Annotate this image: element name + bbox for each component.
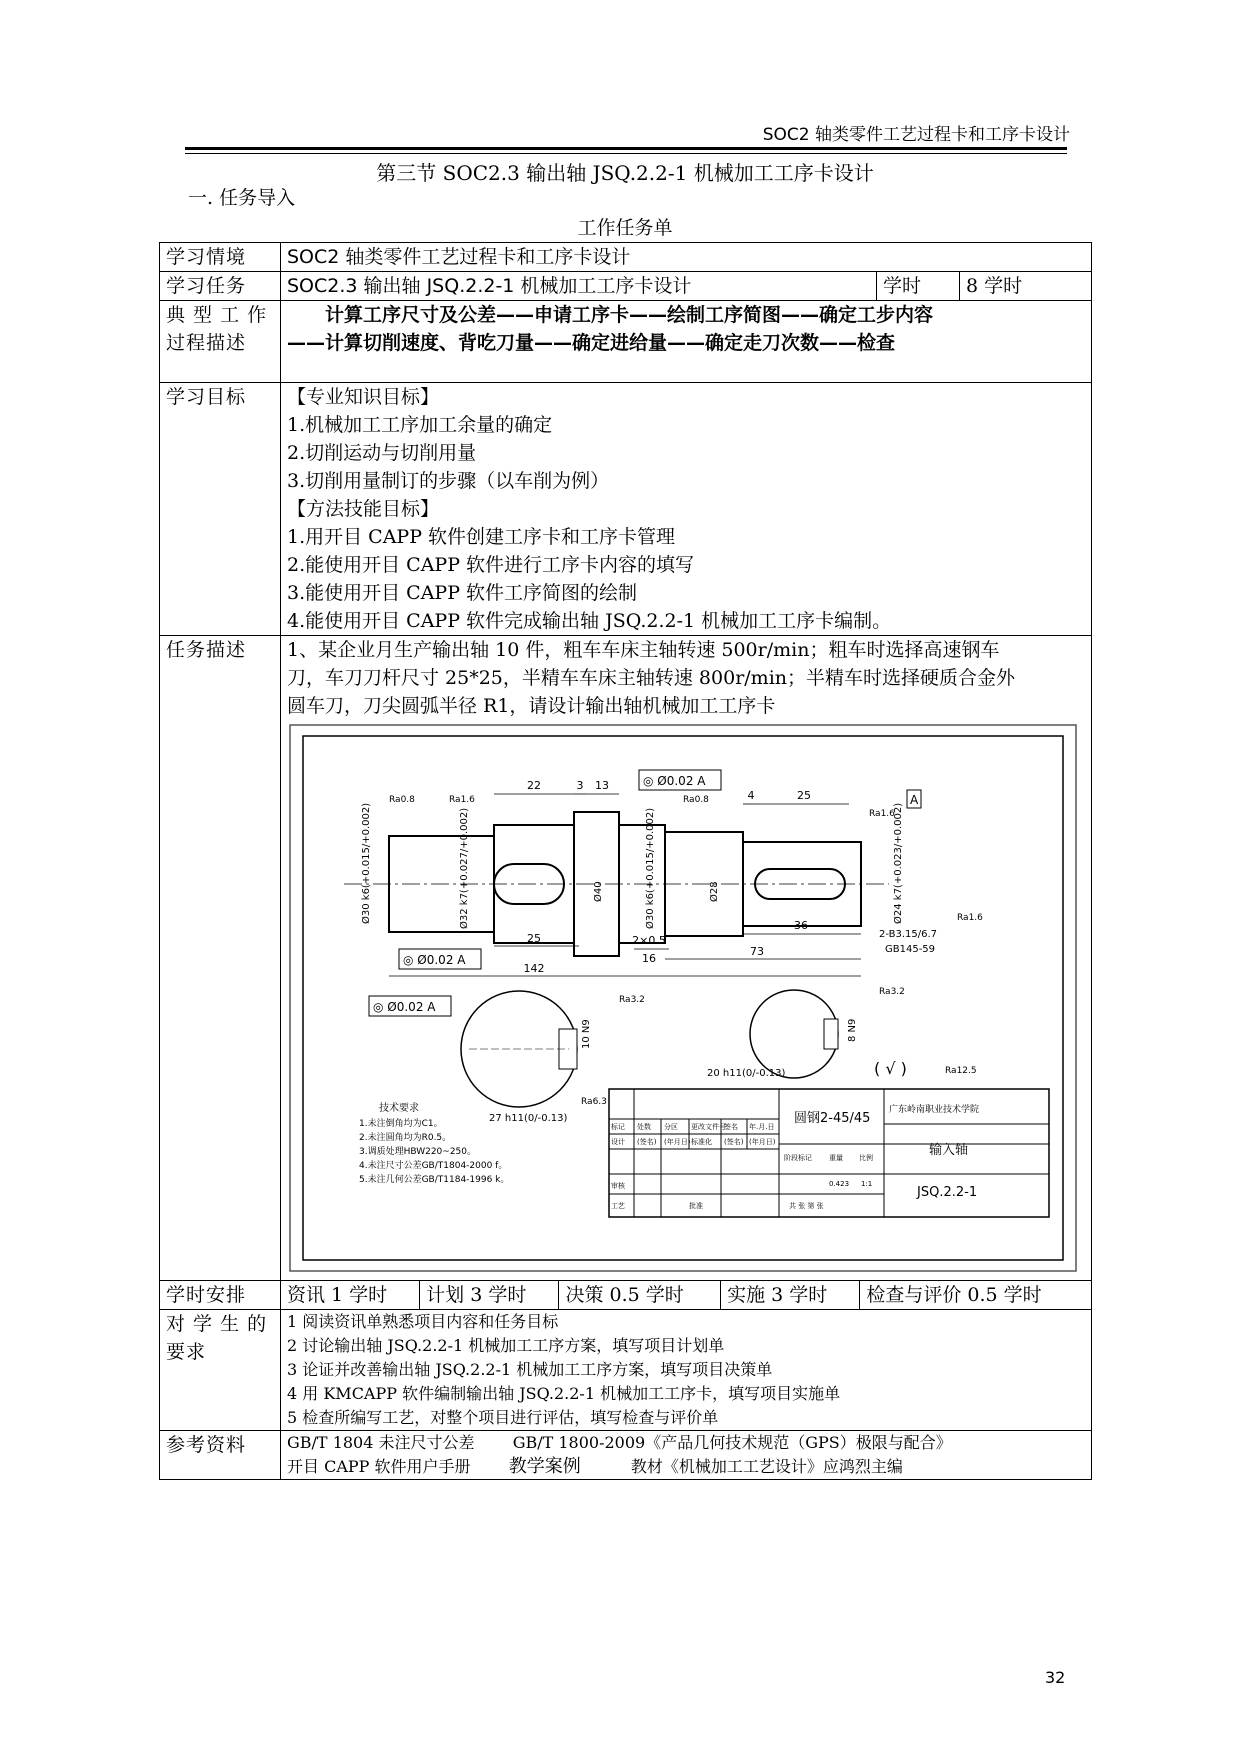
- schedule-item: 检查与评价 0.5 学时: [866, 1284, 1042, 1306]
- value-schedule: [281, 1281, 1092, 1310]
- value-goals: [281, 383, 1092, 636]
- roughness-ra32: Ra3.2: [879, 987, 905, 997]
- goal-item: 【方法技能目标】: [287, 498, 440, 520]
- label-references: 参考资料: [160, 1431, 281, 1480]
- row-process: [160, 301, 1092, 383]
- label-requirements-line1: 对 学 生 的: [166, 1313, 268, 1335]
- dim-73: 73: [750, 945, 764, 958]
- tb-label: 处数: [637, 1123, 651, 1131]
- process-line1: 计算工序尺寸及公差——申请工序卡——绘制工序简图——确定工步内容: [325, 304, 934, 326]
- dim-dia30a: Ø30 k6(+0.015/+0.002): [361, 802, 372, 924]
- form-title: 工作任务单: [577, 217, 673, 239]
- tb-part-name: 输入轴: [929, 1143, 969, 1158]
- requirement-item: 2 讨论输出轴 JSQ.2.2-1 机械加工工序方案，填写项目计划单: [287, 1336, 725, 1355]
- row-description: [160, 636, 1092, 1281]
- tech-req-item: 5.未注几何公差GB/T1184-1996 k。: [359, 1175, 510, 1185]
- sec1-height: 27 h11(0/-0.13): [489, 1113, 568, 1124]
- datum-a: A: [910, 793, 919, 807]
- tb-process: 工艺: [611, 1202, 625, 1210]
- dim-22: 22: [527, 779, 541, 792]
- section-view-left: [461, 991, 592, 1124]
- running-header: SOC2 轴类零件工艺过程卡和工序卡设计: [762, 125, 1070, 145]
- tb-stage: 阶段标记: [784, 1154, 812, 1162]
- tech-req-item: 4.未注尺寸公差GB/T1804-2000 f。: [359, 1161, 508, 1171]
- requirement-item: 5 检查所编写工艺，对整个项目进行评估，填写检查与评价单: [287, 1408, 719, 1427]
- tech-req-item: 1.未注倒角均为C1。: [359, 1119, 443, 1129]
- dim-13: 13: [595, 779, 609, 792]
- tb-label: 分区: [664, 1123, 678, 1131]
- tb-weight: 重量: [829, 1154, 843, 1162]
- roughness-ra08: Ra0.8: [389, 795, 415, 805]
- schedule-table: [281, 1281, 1091, 1309]
- description-line: 1、某企业月生产输出轴 10 件，粗车车床主轴转速 500r/min；粗车时选择高速钢车: [287, 639, 1000, 661]
- title-block-text: [611, 1122, 873, 1210]
- dim-chamfer: 2×0.5: [632, 934, 666, 947]
- label-requirements: [160, 1310, 281, 1431]
- requirement-item: 3 论证并改善输出轴 JSQ.2.2-1 机械加工工序方案，填写项目决策单: [287, 1360, 773, 1379]
- label-process-line1: 典 型 工 作: [166, 304, 268, 326]
- tb-label: 标准化: [691, 1138, 712, 1146]
- reference-item: GB/T 1804 未注尺寸公差: [287, 1433, 475, 1452]
- dim-25-bottom: 25: [527, 932, 541, 945]
- dim-142: 142: [523, 962, 545, 975]
- value-description: [281, 636, 1092, 1281]
- tb-label: (签名): [637, 1138, 657, 1146]
- row-goals: [160, 383, 1092, 636]
- description-line: 圆车刀，刀尖圆弧半径 R1，请设计输出轴机械加工工序卡: [287, 695, 776, 717]
- goal-item: 1.用开目 CAPP 软件创建工序卡和工序卡管理: [287, 526, 676, 548]
- general-roughness-mark: ( √ ): [874, 1059, 907, 1078]
- dim-dia40: Ø40: [593, 881, 604, 902]
- title-block: [609, 1089, 1049, 1217]
- schedule-item: 资讯 1 学时: [281, 1281, 420, 1309]
- value-references: [281, 1431, 1092, 1480]
- reference-item: 教材《机械加工工艺设计》应鸿烈主编: [630, 1457, 903, 1476]
- value-hours: 8 学时: [960, 272, 1092, 301]
- tb-label: (年月日): [664, 1138, 691, 1146]
- task-sheet-table: [159, 242, 1092, 1480]
- label-description: 任务描述: [160, 636, 281, 1281]
- tol-frame-3: ◎ Ø0.02 A: [373, 1000, 436, 1014]
- tb-review: 审核: [611, 1182, 625, 1190]
- process-line2: ——计算切削速度、背吃刀量——确定进给量——确定走刀次数——检查: [287, 332, 896, 354]
- value-requirements: [281, 1310, 1092, 1431]
- row-situation: [160, 243, 1092, 272]
- roughness-ra16: Ra1.6: [449, 795, 475, 805]
- goal-item: 3.能使用开目 CAPP 软件工序简图的绘制: [287, 582, 638, 604]
- section-view-right: [707, 990, 858, 1079]
- requirement-item: 1 阅读资讯单熟悉项目内容和任务目标: [287, 1312, 559, 1331]
- tb-approve: 批准: [689, 1202, 703, 1210]
- schedule-item: 计划 3 学时: [420, 1281, 559, 1309]
- row-requirements: [160, 1310, 1092, 1431]
- roughness-ra32: Ra3.2: [619, 995, 645, 1005]
- dim-36: 36: [794, 919, 808, 932]
- roughness-ra16: Ra1.6: [869, 809, 895, 819]
- reference-item: GB/T 1800-2009《产品几何技术规范（GPS）极限与配合》: [512, 1433, 952, 1452]
- tb-label: (签名): [724, 1138, 744, 1146]
- row-references: [160, 1431, 1092, 1480]
- header-rule-thin: [185, 153, 1067, 154]
- row-task: [160, 272, 1092, 301]
- dim-3: 3: [576, 779, 584, 792]
- row-schedule: [160, 1281, 1092, 1310]
- tb-label: 签名: [724, 1123, 738, 1131]
- value-task: SOC2.3 输出轴 JSQ.2.2-1 机械加工工序卡设计: [281, 272, 877, 301]
- value-process: [281, 301, 1092, 383]
- reference-line1: [287, 1431, 1085, 1455]
- roughness-ra16: Ra1.6: [957, 913, 983, 923]
- sec1-width: 10 N9: [581, 1019, 592, 1049]
- tb-drawing-no: JSQ.2.2-1: [917, 1185, 978, 1200]
- reference-item: 开目 CAPP 软件用户手册: [287, 1457, 471, 1476]
- tb-weight-val: 0.423: [829, 1180, 850, 1188]
- dim-4: 4: [747, 789, 755, 802]
- tb-label: 年.月.日: [749, 1123, 775, 1131]
- tol-frame-2: ◎ Ø0.02 A: [403, 953, 466, 967]
- goal-item: 4.能使用开目 CAPP 软件完成输出轴 JSQ.2.2-1 机械加工工序卡编制。: [287, 610, 892, 632]
- label-requirements-line2: 要求: [166, 1341, 207, 1363]
- schedule-item: 实施 3 学时: [721, 1281, 860, 1309]
- tech-req-item: 2.未注圆角均为R0.5。: [359, 1133, 452, 1143]
- tol-frame-1: ◎ Ø0.02 A: [643, 774, 706, 788]
- label-goals: 学习目标: [160, 383, 281, 636]
- dim-25-top: 25: [797, 789, 811, 802]
- sec2-width: 8 N9: [847, 1018, 858, 1042]
- dim-16: 16: [642, 952, 656, 965]
- subheading: 一. 任务导入: [188, 187, 296, 209]
- page-number: 32: [1045, 1668, 1066, 1687]
- tb-label: 更改文件号: [691, 1123, 726, 1131]
- goal-item: 2.切削运动与切削用量: [287, 442, 477, 464]
- tb-material: 圆钢2-45/45: [794, 1111, 871, 1126]
- tech-req-title: 技术要求: [379, 1103, 419, 1114]
- label-schedule: 学时安排: [160, 1281, 281, 1310]
- requirement-item: 4 用 KMCAPP 软件编制输出轴 JSQ.2.2-1 机械加工工序卡，填写项目实施单: [287, 1384, 841, 1403]
- dim-dia24: Ø24 k7(+0.023/+0.002): [893, 802, 904, 924]
- description-line: 刀，车刀刀杆尺寸 25*25，半精车车床主轴转速 800r/min；半精车时选择硬质合金外: [287, 667, 1016, 689]
- tb-sheets: 共 张 第 张: [789, 1202, 824, 1210]
- roughness-ra63: Ra6.3: [581, 1097, 607, 1107]
- center-hole-note: 2-B3.15/6.7: [879, 929, 938, 940]
- tb-company: 广东岭南职业技术学院: [889, 1105, 980, 1115]
- goal-item: 1.机械加工工序加工余量的确定: [287, 414, 553, 436]
- schedule-item: 决策 0.5 学时: [559, 1281, 721, 1309]
- label-hours: 学时: [877, 272, 960, 301]
- tb-label: 标记: [611, 1123, 625, 1131]
- technical-requirements: [359, 1101, 509, 1185]
- label-situation: 学习情境: [160, 243, 281, 272]
- sec2-height: 20 h11(0/-0.13): [707, 1068, 786, 1079]
- dim-dia30b: Ø30 k6(+0.015/+0.002): [645, 807, 656, 929]
- goal-item: 3.切削用量制订的步骤（以车削为例）: [287, 470, 610, 492]
- goal-item: 【专业知识目标】: [287, 386, 440, 408]
- tb-scale: 比例: [859, 1154, 873, 1162]
- reference-line2: [287, 1455, 1085, 1479]
- header-rule-thick: [185, 147, 1067, 150]
- tech-req-item: 3.调质处理HBW220~250。: [359, 1147, 477, 1157]
- center-hole-standard: GB145-59: [885, 944, 936, 955]
- dim-dia32: Ø32 k7(+0.027/+0.002): [459, 807, 470, 929]
- tb-label: 设计: [611, 1138, 625, 1146]
- value-situation: SOC2 轴类零件工艺过程卡和工序卡设计: [281, 243, 1092, 272]
- tb-label: (年月日): [749, 1138, 776, 1146]
- goal-item: 2.能使用开目 CAPP 软件进行工序卡内容的填写: [287, 554, 695, 576]
- label-task: 学习任务: [160, 272, 281, 301]
- roughness-ra125: Ra12.5: [945, 1066, 977, 1076]
- label-process: [160, 301, 281, 383]
- label-process-line2: 过程描述: [166, 332, 247, 354]
- reference-item: 教学案例: [508, 1456, 581, 1477]
- geometric-tolerance-frames: [369, 770, 721, 1016]
- tb-scale-val: 1:1: [861, 1180, 873, 1188]
- shaft-engineering-drawing: [289, 724, 1079, 1274]
- roughness-ra08: Ra0.8: [683, 795, 709, 805]
- dim-dia28: Ø28: [709, 881, 720, 902]
- section-title: 第三节 SOC2.3 输出轴 JSQ.2.2-1 机械加工工序卡设计: [376, 161, 874, 185]
